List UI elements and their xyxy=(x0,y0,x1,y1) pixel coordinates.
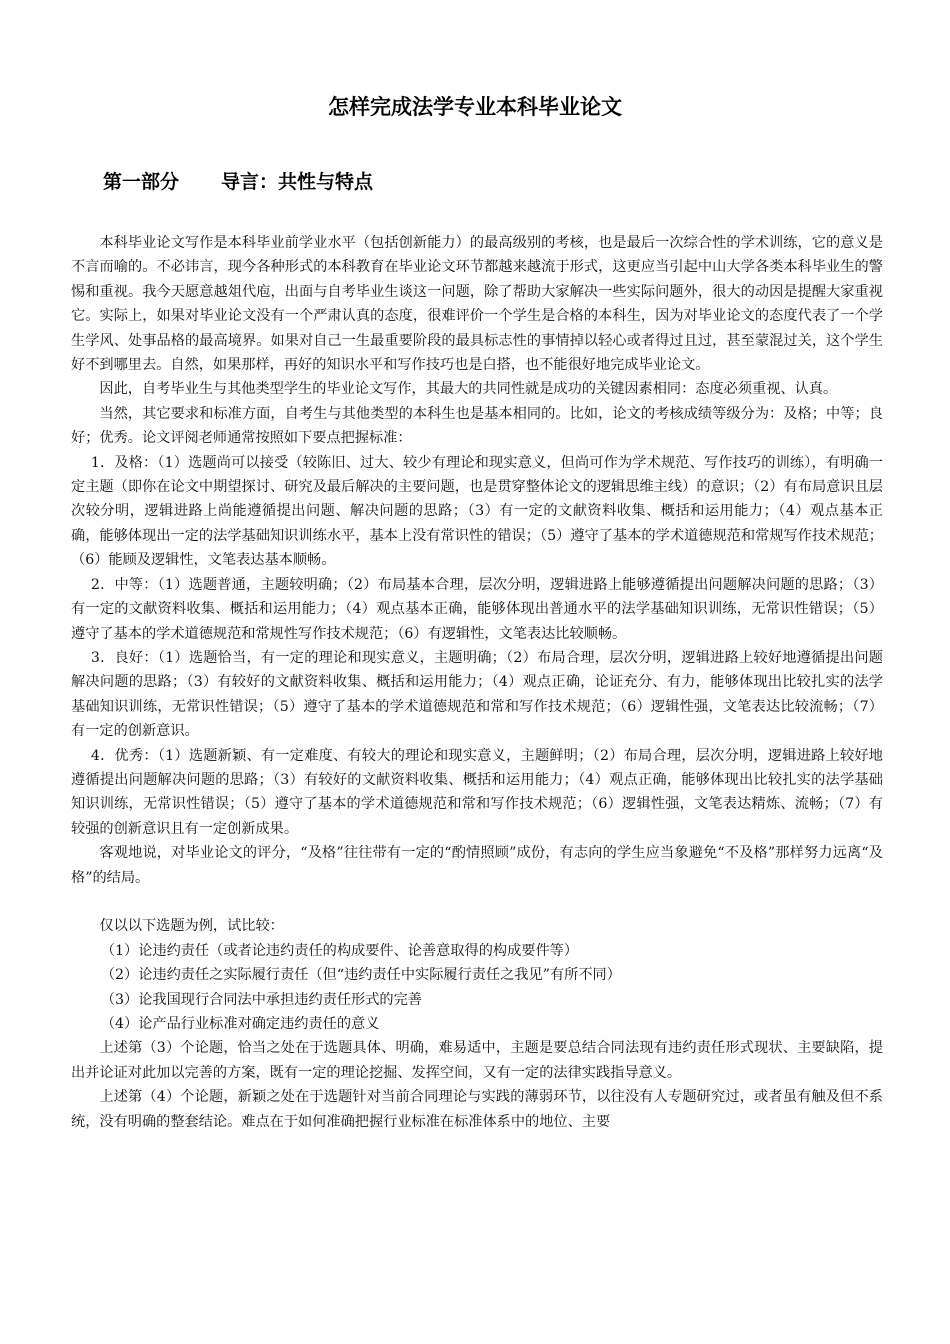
section-name: 导言：共性与特点 xyxy=(221,171,374,193)
topic-example-item: （1）论违约责任（或者论违约责任的构成要件、论善意取得的构成要件等） xyxy=(100,942,579,959)
topic-example-item: （2）论违约责任之实际履行责任（但“违约责任中实际履行责任之我见”有所不同） xyxy=(100,967,621,984)
paragraph-intro: 本科毕业论文写作是本科毕业前学业水平（包括创新能力）的最高级别的考核，也是最后一次综合性的学术训练，它的意义是不言而喻的。不必讳言，现今各种形式的本科教育在毕业论文环节都越来越流于形式，这更应当引起中山大学各类本科毕业生的警惕和重视。我今天愿意越俎代庖，出面与自考毕业生谈这一问题，除了帮助大家解决一些实际问题外，很大的动因是提醒大家重视它。实际上，如果对毕业论文没有一个严肃认真的态度，很难评价一个学生是合格的本科生，因为对毕业论文的态度代表了一个学生学风、处事品格的最高境界。如果对自己一生最重要阶段的最具标志性的事情掉以轻心或者得过且过，甚至蒙混过关，这个学生好不到哪里去。自然，如果那样，再好的知识水平和写作技巧也是白搭，也不能很好地完成毕业论文。 xyxy=(71,235,883,374)
topic-example-item: （3）论我国现行合同法中承担违约责任形式的完善 xyxy=(100,991,422,1008)
paragraph-grading-levels: 当然，其它要求和标准方面，自考生与其他类型的本科生也是基本相同的。比如，论文的考核成绩等级分为：及格；中等；良好；优秀。论文评阅老师通常按照如下要点把握标准： xyxy=(71,405,883,447)
section-heading xyxy=(103,168,373,196)
grade-medium-criteria: 2．中等：（1）选题普通，主题较明确；（2）布局基本合理，层次分明，逻辑进路上能够遵循提出问题解决问题的思路；（3）有一定的文献资料收集、概括和运用能力；（4）观点基本正确，能够体现出普通水平的法学基础知识训练，无常识性错误；（5）遵守了基本的学术道德规范和常规性写作技术规范；（6）有逻辑性，文笔表达比较顺畅。 xyxy=(71,576,883,642)
topic-example-item: （4）论产品行业标准对确定违约责任的意义 xyxy=(100,1015,380,1032)
grade-excellent-criteria: 4．优秀：（1）选题新颖、有一定难度、有较大的理论和现实意义，主题鲜明；（2）布局合理，层次分明，逻辑进路上较好地遵循提出问题解决问题的思路；（3）有较好的文献资料收集、概括和运用能力；（4）观点正确，能够体现出比较扎实的法学基础知识训练，无常识性错误；（5）遵守了基本的学术道德规范和常和写作技术规范；（6）逻辑性强，文笔表达精炼、流畅；（7）有较强的创新意识且有一定创新成果。 xyxy=(71,747,883,837)
paragraph-topic-examples-intro: 仅以以下选题为例，试比较： xyxy=(99,918,284,935)
grade-good-criteria: 3．良好：（1）选题恰当，有一定的理论和现实意义，主题明确；（2）布局合理，层次分明，逻辑进路上较好地遵循提出问题解决问题的思路；（3）有较好的文献资料收集、概括和运用能力；（4）观点正确，论证充分、有力，能够体现出比较扎实的法学基础知识训练，无常识性错误；（5）遵守了基本的学术道德规范和常和写作技术规范；（6）逻辑性强，文笔表达比较流畅；（7）有一定的创新意识。 xyxy=(71,649,883,740)
paragraph-topic-4-analysis: 上述第（4）个论题，新颖之处在于选题针对当前合同理论与实践的薄弱环节，以往没有人专题研究过，或者虽有触及但不系统，没有明确的整套结论。难点在于如何准确把握行业标准在标准体系中的地位、主要 xyxy=(71,1089,883,1130)
paragraph-pass-remark: 客观地说，对毕业论文的评分，“及格”往往带有一定的“酌情照顾”成份，有志向的学生应当象避免“不及格”那样努力远离“及格”的结局。 xyxy=(71,845,883,886)
paragraph-conclusion-attitude: 因此，自考毕业生与其他类型学生的毕业论文写作，其最大的共同性就是成功的关键因素相同：态度必须重视、认真。 xyxy=(99,381,838,398)
document-title: 怎样完成法学专业本科毕业论文 xyxy=(328,95,622,119)
grade-pass-criteria: 1．及格：（1）选题尚可以接受（较陈旧、过大、较少有理论和现实意义，但尚可作为学术规范、写作技巧的训练），有明确一定主题（即你在论文中期望探讨、研究及最后解决的主要问题，也是贯穿整体论文的逻辑思维主线）的意识；（2）有布局意识且层次较分明，逻辑进路上尚能遵循提出问题、解决问题的思路；（3）有一定的文献资料收集、概括和运用能力；（4）观点基本正确，能够体现出一定的法学基础知识训练水平，基本上没有常识性的错误；（5）遵守了基本的学术道德规范和常规写作技术规范；（6）能顾及逻辑性，文笔表达基本顺畅。 xyxy=(71,454,883,569)
document-body xyxy=(71,231,883,1134)
paragraph-topic-3-analysis: 上述第（3）个论题，恰当之处在于选题具体、明确，难易适中，主题是要总结合同法现有违约责任形式现状、主要缺陷，提出并论证对此加以完善的方案，既有一定的理论挖掘、发挥空间，又有一定的法律实践指导意义。 xyxy=(71,1040,883,1081)
section-part-label: 第一部分 xyxy=(103,171,180,193)
blank-line xyxy=(71,890,883,914)
